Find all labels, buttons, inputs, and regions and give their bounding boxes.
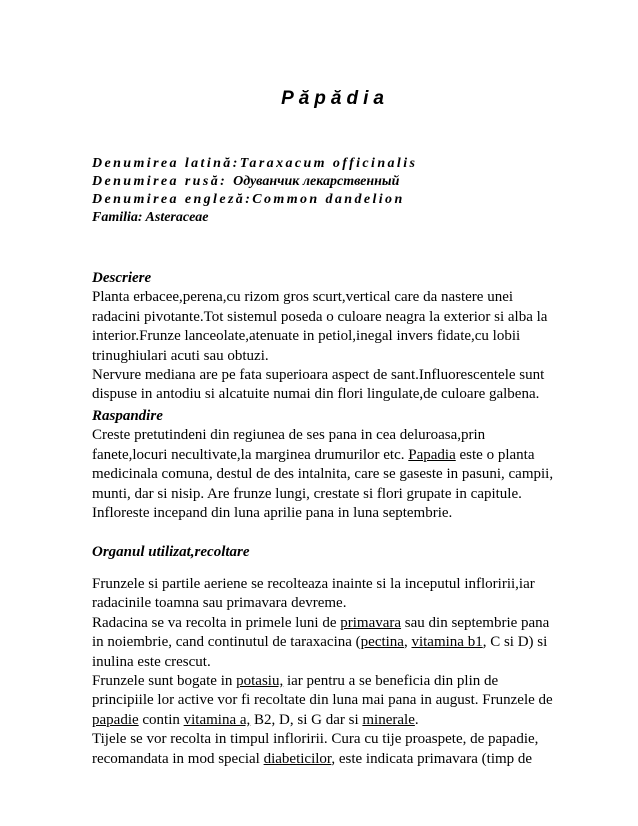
text-span: fanete,locuri necultivate,la marginea drumurilor etc. <box>92 446 409 463</box>
text-line: principiile lor active vor fi recoltate din luna mai pana in august. Frunzele de <box>92 692 553 709</box>
russian-name-label: Denumirea rusă: <box>92 174 234 189</box>
text-line: radacini pivotante.Tot sistemul poseda o culoare neagra la exterior si alba la <box>92 308 548 325</box>
text-line: Planta erbacee,perena,cu rizom gros scurt,vertical care da nastere unei <box>92 289 514 306</box>
text-line: Creste pretutindeni din regiunea de ses pana in cea deluroasa,prin <box>92 427 486 444</box>
link-papadia[interactable]: Papadia <box>408 446 456 463</box>
link-primavara[interactable]: primavara <box>340 614 402 631</box>
text-line: radacinile toamna sau primavara devreme. <box>92 595 347 612</box>
section-descriere <box>92 269 562 405</box>
text-line: Frunzele si partile aeriene se recolteaza inainte si la inceputul infloririi,iar <box>92 576 535 592</box>
text-line <box>92 672 562 691</box>
text-span: , <box>403 634 412 651</box>
family-line: Familia: Asteraceae <box>92 210 209 225</box>
english-name-line <box>92 191 612 209</box>
plant-names-block <box>92 155 612 227</box>
page-title: Păpădia <box>281 88 389 109</box>
text-line: trinughiulari acuti sau obtuzi. <box>92 347 269 364</box>
text-span: este o planta <box>455 446 535 463</box>
latin-name-line <box>92 155 612 173</box>
text-span: , este indicata primavara (timp de <box>331 750 533 767</box>
text-span: iar pentru a se beneficia din plin de <box>283 673 499 690</box>
link-pectina[interactable]: pectina <box>360 634 404 651</box>
text-line <box>92 446 562 465</box>
text-line <box>92 711 562 730</box>
text-span: Frunzele sunt bogate in <box>92 673 237 690</box>
section-heading: Organul utilizat,recoltare <box>92 544 250 560</box>
text-line: dispuse in antodiu si alcatuite numai din flori lingulate,de culoare galbena. <box>92 386 540 403</box>
text-span: in noiembrie, cand continutul de taraxacina ( <box>92 634 361 651</box>
text-line <box>92 614 562 633</box>
russian-name-value: Одуванчик лекарственный <box>233 174 400 189</box>
section-organul <box>92 575 562 769</box>
link-papadie[interactable]: papadie <box>92 711 139 728</box>
link-vitamina-a[interactable]: vitamina a, <box>183 711 251 728</box>
text-span: . <box>414 711 419 728</box>
text-line: medicinala comuna, destul de des intalnita, care se gaseste in pasuni, campii, <box>92 466 554 483</box>
section-heading: Descriere <box>92 270 152 286</box>
english-name-label: Denumirea engleză: <box>92 192 253 207</box>
latin-name-value: Taraxacum officinalis <box>239 156 418 171</box>
section-heading: Raspandire <box>92 408 163 424</box>
text-line: Infloreste incepand din luna aprilie pana in luna septembrie. <box>92 505 453 522</box>
text-line: munti, dar si nisip. Are frunze lungi, crestate si flori grupate in capitule. <box>92 485 522 502</box>
section-raspandire <box>92 407 562 523</box>
text-line <box>92 750 562 769</box>
russian-name-line <box>92 173 612 191</box>
text-span: sau din septembrie pana <box>401 614 550 631</box>
link-potasiu[interactable]: potasiu, <box>236 673 284 690</box>
text-line <box>92 633 562 652</box>
text-line: inulina este crescut. <box>92 653 211 670</box>
text-span: contin <box>138 711 184 728</box>
link-vitamina-b1[interactable]: vitamina b1 <box>411 634 483 651</box>
text-line: Tijele se vor recolta in timpul infloririi. Cura cu tije proaspete, de papadie, <box>92 731 539 748</box>
link-diabeticilor[interactable]: diabeticilor <box>263 750 332 767</box>
text-line: interior.Frunze lanceolate,atenuate in petiol,inegal invers fidate,cu lobii <box>92 328 521 345</box>
english-name-value: Common dandelion <box>252 192 405 207</box>
latin-name-label: Denumirea latină: <box>92 156 240 171</box>
section-organul-heading <box>92 543 562 562</box>
text-span: recomandata in mod special <box>92 750 264 767</box>
text-span: B2, D, si G dar si <box>250 711 363 728</box>
link-minerale[interactable]: minerale <box>362 711 415 728</box>
text-line: Nervure mediana are pe fata superioara aspect de sant.Influorescentele sunt <box>92 367 545 384</box>
text-span: Radacina se va recolta in primele luni de <box>92 614 341 631</box>
text-span: , C si D) si <box>482 634 548 651</box>
